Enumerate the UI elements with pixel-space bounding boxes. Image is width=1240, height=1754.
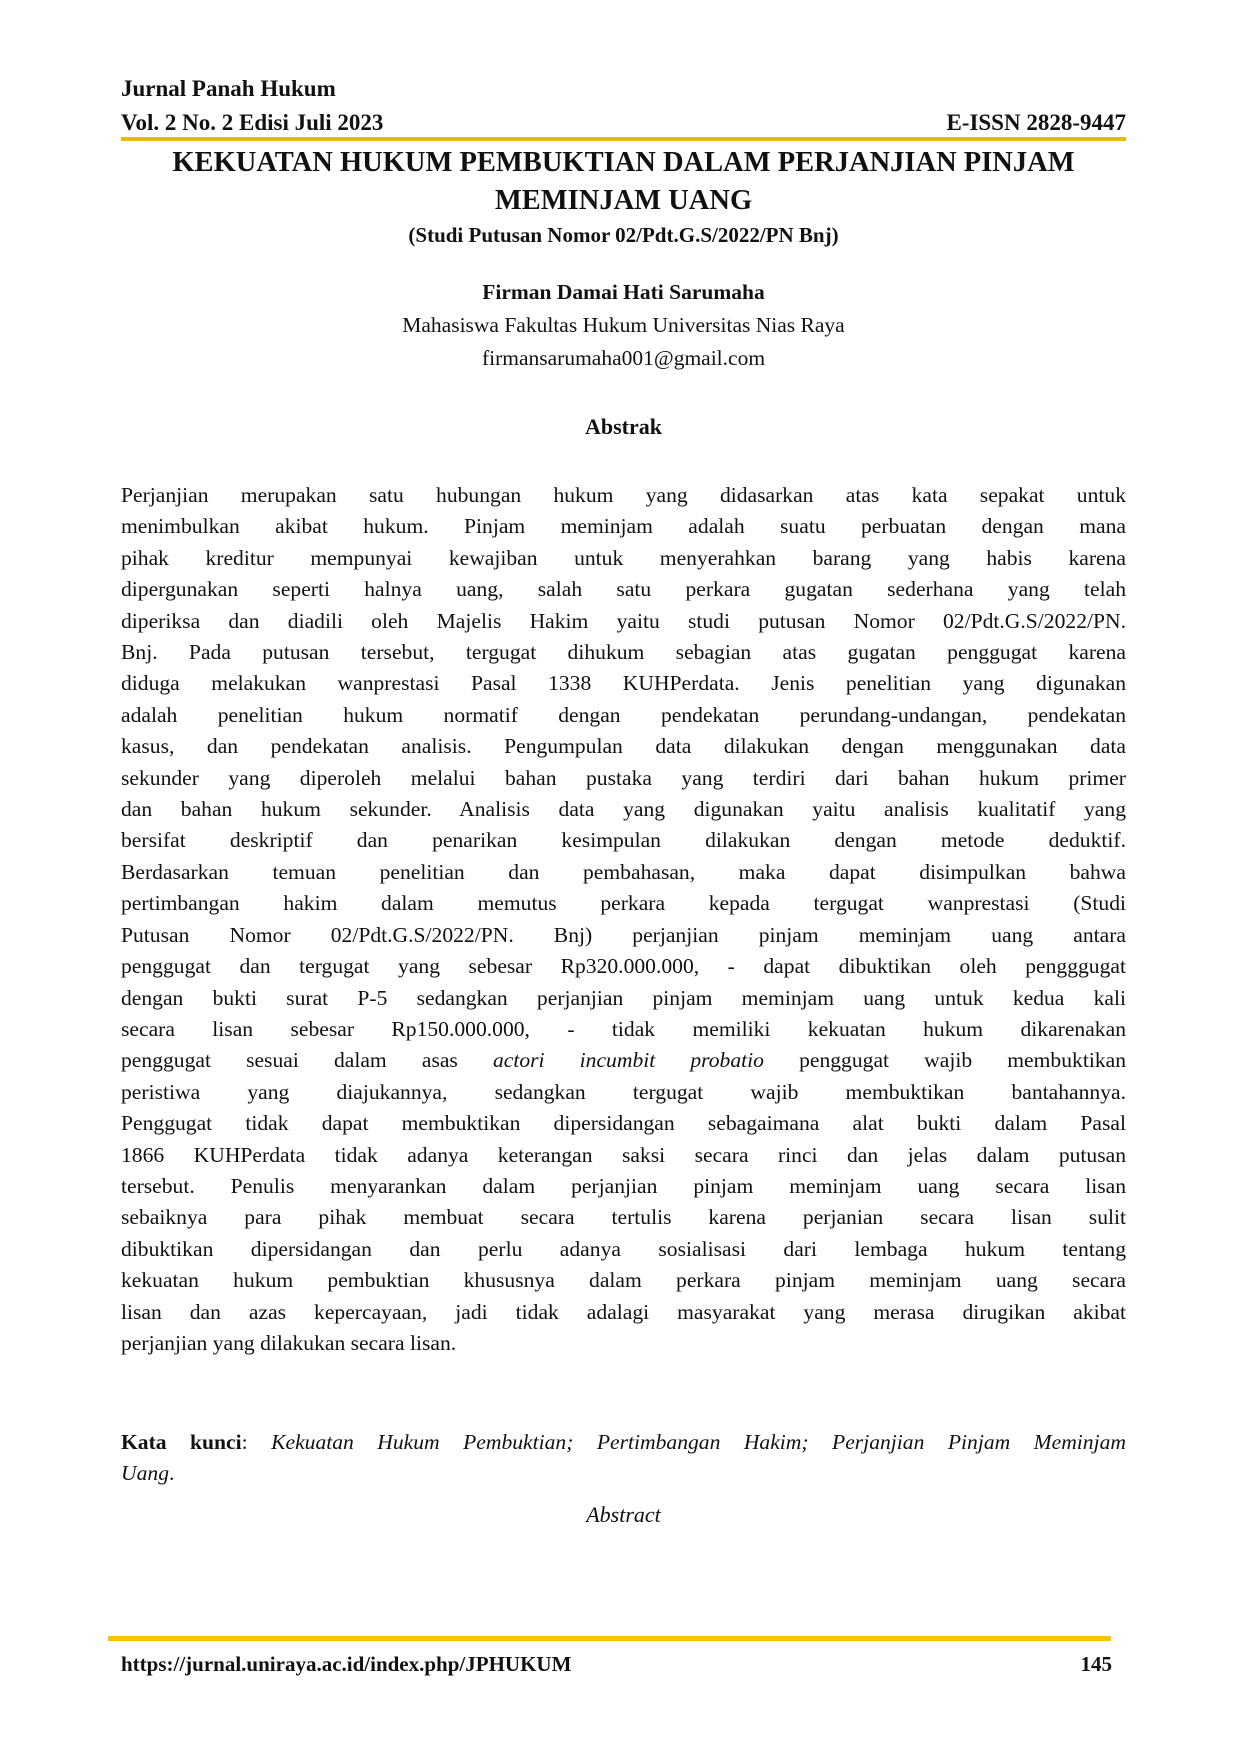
keywords-list-cont: Uang — [121, 1461, 169, 1486]
keywords-end: . — [169, 1461, 175, 1486]
abstrak-line: secara lisan sebesar Rp150.000.000, - tidak memiliki kekuatan hukum dikarenakan — [121, 1016, 1126, 1041]
abstrak-line: dengan bukti surat P-5 sedangkan perjanjian pinjam meminjam uang untuk kedua kali — [121, 985, 1126, 1010]
abstrak-line: diperiksa dan diadili oleh Majelis Hakim yaitu studi putusan Nomor 02/Pdt.G.S/2022/PN. — [121, 608, 1126, 633]
abstrak-line: lisan dan azas kepercayaan, jadi tidak adalagi masyarakat yang merasa dirugikan akibat — [121, 1299, 1126, 1324]
keywords-line-2 — [121, 1458, 1126, 1489]
abstrak-line: sekunder yang diperoleh melalui bahan pustaka yang terdiri dari bahan hukum primer — [121, 765, 1126, 790]
abstrak-line: Berdasarkan temuan penelitian dan pembahasan, maka dapat disimpulkan bahwa — [121, 859, 1126, 884]
abstrak-heading: Abstrak — [584, 414, 662, 439]
author-name: Firman Damai Hati Sarumaha — [482, 280, 765, 304]
abstrak-line: penggugat dan tergugat yang sebesar Rp320.000.000, - dapat dibuktikan oleh pengggugat — [121, 954, 1126, 979]
abstrak-text: penggugat wajib membuktikan — [763, 1048, 1126, 1073]
journal-name: Jurnal Panah Hukum — [121, 76, 336, 101]
footer-url-link[interactable]: https://jurnal.uniraya.ac.id/index.php/JPHUKUM — [121, 1652, 572, 1676]
keywords — [121, 1427, 1126, 1490]
abstrak-line: tersebut. Penulis menyarankan dalam perjanjian pinjam meminjam uang secara lisan — [121, 1173, 1126, 1198]
page-number: 145 — [1080, 1652, 1112, 1676]
abstrak-line: 1866 KUHPerdata tidak adanya keterangan saksi secara rinci dan jelas dalam putusan — [121, 1142, 1126, 1167]
header-rule — [121, 137, 1126, 141]
abstrak-line: Penggugat tidak dapat membuktikan dipersidangan sebagaimana alat bukti dalam Pasal — [121, 1111, 1126, 1136]
abstrak-body — [121, 480, 1126, 1359]
abstrak-line: dipergunakan seperti halnya uang, salah satu perkara gugatan sederhana yang telah — [121, 577, 1126, 602]
keywords-colon: : — [241, 1430, 272, 1454]
abstrak-line: menimbulkan akibat hukum. Pinjam meminjam adalah suatu perbuatan dengan mana — [121, 514, 1126, 539]
abstrak-line: Bnj. Pada putusan tersebut, tergugat dihukum sebagian atas gugatan penggugat karena — [121, 640, 1126, 665]
article-title-line-1: KEKUATAN HUKUM PEMBUKTIAN DALAM PERJANJIAN PINJAM — [172, 147, 1075, 178]
author-affiliation: Mahasiswa Fakultas Hukum Universitas Nias Raya — [402, 313, 845, 337]
abstrak-line: pertimbangan hakim dalam memutus perkara kepada tergugat wanprestasi (Studi — [121, 891, 1126, 916]
abstrak-line: bersifat deskriptif dan penarikan kesimpulan dilakukan dengan metode deduktif. — [121, 828, 1126, 853]
keywords-label: Kata kunci — [121, 1430, 242, 1454]
abstrak-line: diduga melakukan wanprestasi Pasal 1338 KUHPerdata. Jenis penelitian yang digunakan — [121, 671, 1126, 696]
abstrak-line: sebaiknya para pihak membuat secara tertulis karena perjanian secara lisan sulit — [121, 1205, 1126, 1230]
footer-rule — [108, 1636, 1111, 1641]
article-title-line-2: MEMINJAM UANG — [494, 185, 753, 216]
abstrak-line: peristiwa yang diajukannya, sedangkan tergugat wajib membuktikan bantahannya. — [121, 1079, 1126, 1104]
abstrak-line: pihak kreditur mempunyai kewajiban untuk menyerahkan barang yang habis karena — [121, 545, 1126, 570]
author-email[interactable]: firmansarumaha001@gmail.com — [481, 346, 766, 370]
abstrak-line-with-italic — [121, 1045, 1126, 1076]
article-subtitle: (Studi Putusan Nomor 02/Pdt.G.S/2022/PN Bnj) — [408, 223, 839, 247]
abstrak-text: penggugat sesuai dalam asas — [121, 1048, 493, 1073]
abstrak-line: Perjanjian merupakan satu hubungan hukum yang didasarkan atas kata sepakat untuk — [121, 483, 1126, 507]
abstrak-line: Putusan Nomor 02/Pdt.G.S/2022/PN. Bnj) perjanjian pinjam meminjam uang antara — [121, 922, 1126, 947]
journal-issn: E-ISSN 2828-9447 — [946, 110, 1126, 135]
keywords-list: Kekuatan Hukum Pembuktian; Pertimbangan Hakim; Perjanjian Pinjam Meminjam — [271, 1430, 1126, 1454]
abstrak-line: dibuktikan dipersidangan dan perlu adanya sosialisasi dari lembaga hukum tentang — [121, 1236, 1126, 1261]
abstrak-line: adalah penelitian hukum normatif dengan pendekatan perundang-undangan, pendekatan — [121, 702, 1126, 727]
abstrak-line: dan bahan hukum sekunder. Analisis data yang digunakan yaitu analisis kualitatif yang — [121, 797, 1126, 822]
abstrak-line: perjanjian yang dilakukan secara lisan. — [121, 1330, 457, 1355]
journal-volume: Vol. 2 No. 2 Edisi Juli 2023 — [121, 110, 384, 135]
abstract-heading: Abstract — [586, 1502, 661, 1527]
abstrak-line: kekuatan hukum pembuktian khususnya dalam perkara pinjam meminjam uang secara — [121, 1268, 1126, 1293]
latin-phrase: actori incumbit probatio — [492, 1048, 764, 1073]
keywords-line-1 — [121, 1427, 1126, 1458]
article-title — [121, 144, 1126, 220]
abstrak-line: kasus, dan pendekatan analisis. Pengumpulan data dilakukan dengan menggunakan data — [121, 734, 1126, 759]
